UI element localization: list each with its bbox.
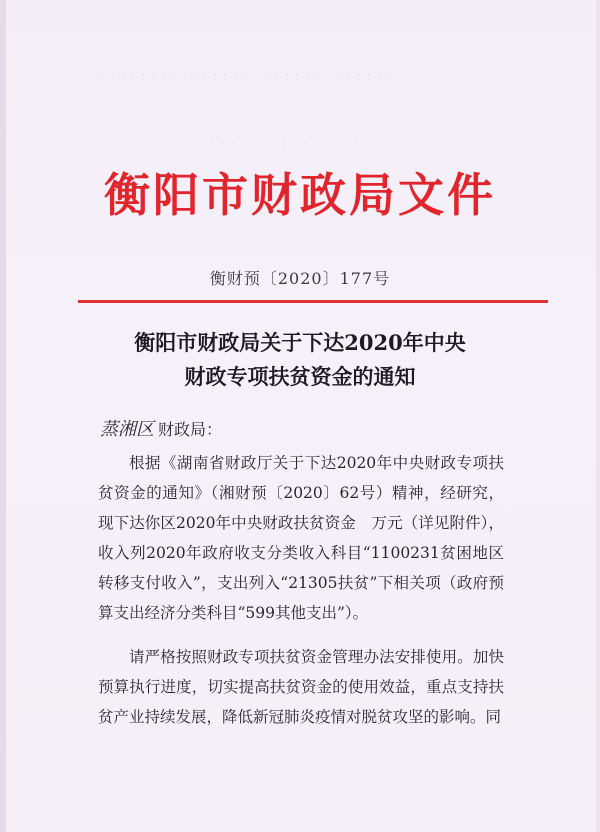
- document-subject: [0, 326, 600, 394]
- document-number: 衡财预〔2020〕177号: [209, 269, 391, 288]
- salutation-text: 财政局：: [158, 420, 223, 439]
- scan-edge-right: [596, 0, 600, 832]
- red-separator-line: [78, 300, 548, 303]
- handwritten-recipient: 蒸湘区: [100, 419, 154, 440]
- body-paragraph-2: 请严格按照财政专项扶贫资金管理办法安排使用。加快预算执行进度，切实提高扶贫资金的使用效益，重点支持扶贫产业持续发展，降低新冠肺炎疫情对脱贫攻坚的影响。同: [98, 648, 504, 726]
- salutation: [100, 415, 222, 441]
- body-paragraph-1: 根据《湖南省财政厅关于下达2020年中央财政专项扶贫资金的通知》（湘财预〔2020〕62号）精神，经研究，现下达你区2020年中央财政扶贫资金 万元（详见附件），收入列2020年政府收支分类收入科目“1100231贫困地区转移支付收入”，支出列入“21305扶贫”下相关项（政府预算支出经济分类科目“599其他支出”）。: [98, 454, 504, 622]
- subject-line-1: 衡阳市财政局关于下达2020年中央: [134, 330, 466, 355]
- bleed-through-text: · · · · · · · · · · · · · · · · · · · · · · · · · · · · ·: [100, 68, 393, 83]
- bleed-through-text-2: · · · · · · · · · · · · · · · · ·: [200, 137, 370, 152]
- scan-edge-left: [0, 0, 6, 832]
- subject-line-2: 财政专项扶贫资金的通知: [184, 364, 416, 389]
- document-header-title: 衡阳市财政局文件: [104, 168, 496, 222]
